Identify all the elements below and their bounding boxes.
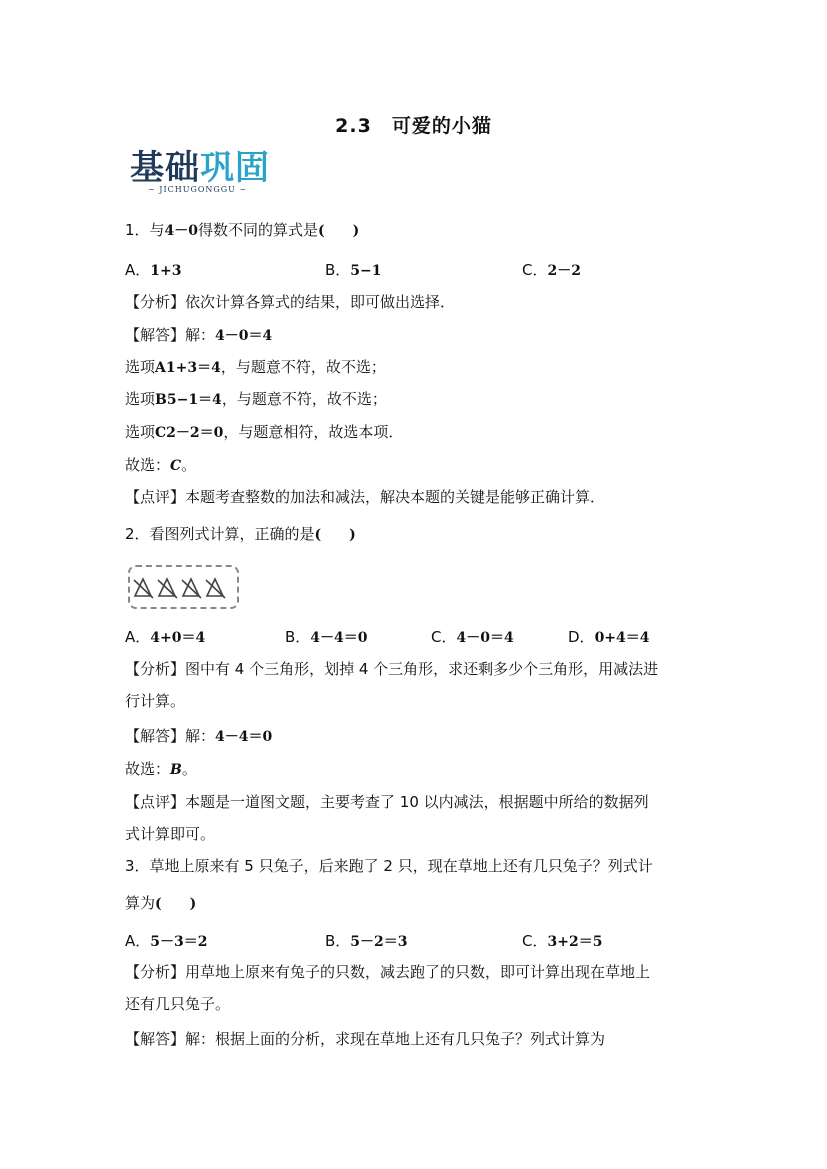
triangle-figure [128,565,239,609]
section-logo [130,150,278,198]
q1-option-c: C．2－2 [522,261,581,279]
q1-option-c-check: 选项C2－2＝0，与题意相符，故选本项． [125,423,404,441]
q3-option-c: C．3+2＝5 [522,932,603,950]
q2-choice: 故选：B。 [125,760,197,778]
q3-option-b: B．5－2＝3 [325,932,408,950]
q1-stem: 1．与4－0得数不同的算式是( ) [125,221,360,239]
q2-analysis-line2: 行计算。 [125,692,186,710]
page-title: 2.3 可爱的小猫 [335,115,492,137]
q3-stem-line1: 3．草地上原来有 5 只兔子，后来跑了 2 只，现在草地上还有几只兔子？列式计 [125,857,653,875]
q2-stem: 2．看图列式计算，正确的是( ) [125,525,356,543]
q3-option-a: A．5－3＝2 [125,932,208,950]
q2-comment-line2: 式计算即可。 [125,825,216,843]
q2-comment-line1: 【点评】本题是一道图文题，主要考查了 10 以内减法，根据题中所给的数据列 [125,793,649,811]
q1-answer: 【解答】解：4－0＝4 [125,326,273,344]
q1-option-a: A．1+3 [125,261,182,279]
q2-option-d: D．0+4＝4 [568,628,650,646]
logo-text-main: 基础 [130,148,200,188]
q1-option-b-check: 选项B5−1＝4，与题意不符，故不选； [125,390,387,408]
q1-option-a-check: 选项A1+3＝4，与题意不符，故不选； [125,358,386,376]
q3-answer: 【解答】解：根据上面的分析，求现在草地上还有几只兔子？列式计算为 [125,1030,606,1048]
q3-stem-line2: 算为( ) [125,894,197,912]
logo-text-accent: 巩固 [200,148,270,188]
q2-analysis-line1: 【分析】图中有 4 个三角形，划掉 4 个三角形，求还剩多少个三角形，用减法进 [125,660,659,678]
q1-choice: 故选：C。 [125,456,197,474]
q1-option-b: B．5−1 [325,261,382,279]
q2-answer: 【解答】解：4－4＝0 [125,727,273,745]
q2-option-b: B．4－4＝0 [285,628,368,646]
crossed-triangles-icon [130,567,237,607]
q3-analysis-line2: 还有几只兔子。 [125,995,231,1013]
q2-option-a: A．4+0＝4 [125,628,206,646]
q1-analysis: 【分析】依次计算各算式的结果，即可做出选择． [125,293,456,311]
logo-subtitle: ~ JICHUGONGGU ~ [148,185,248,194]
q1-comment: 【点评】本题考查整数的加法和减法，解决本题的关键是能够正确计算． [125,488,606,506]
q2-option-c: C．4－0＝4 [431,628,514,646]
q3-analysis-line1: 【分析】用草地上原来有兔子的只数，减去跑了的只数，即可计算出现在草地上 [125,963,651,981]
